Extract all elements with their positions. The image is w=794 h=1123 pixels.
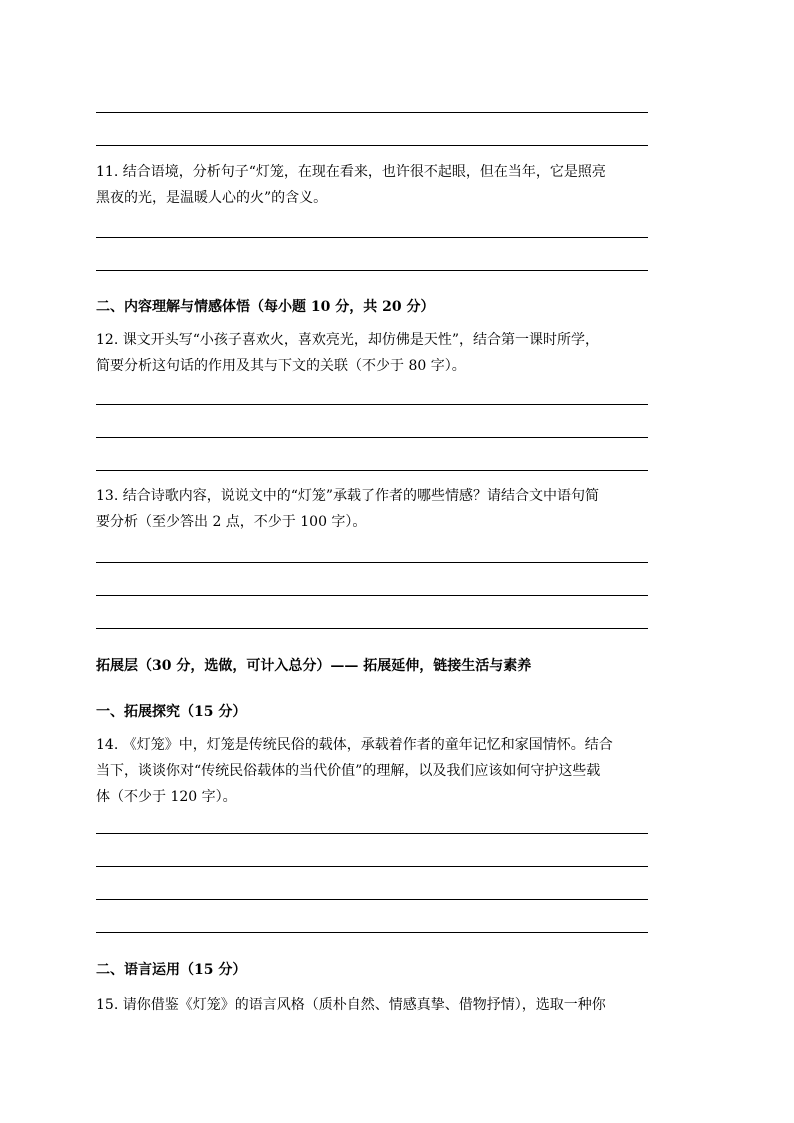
answer-line[interactable] [96, 932, 648, 933]
answer-line[interactable] [96, 470, 648, 471]
answer-line[interactable] [96, 237, 648, 238]
answer-line[interactable] [96, 562, 648, 563]
section-heading-language-use: 二、语言运用（15 分） [96, 962, 247, 978]
section-heading-extension-inquiry: 一、拓展探究（15 分） [96, 704, 247, 720]
question-14-text-line-2: 当下，谈谈你对“传统民俗载体的当代价值”的理解，以及我们应该如何守护这些载 [96, 763, 601, 779]
answer-line[interactable] [96, 145, 648, 146]
answer-line[interactable] [96, 270, 648, 271]
question-13-text-line-2: 要分析（至少答出 2 点，不少于 100 字）。 [96, 514, 367, 530]
answer-line[interactable] [96, 628, 648, 629]
extension-layer-heading: 拓展层（30 分，选做，可计入总分）—— 拓展延伸，链接生活与素养 [96, 658, 532, 674]
answer-line[interactable] [96, 595, 648, 596]
answer-line[interactable] [96, 899, 648, 900]
question-13-text-line-1: 13. 结合诗歌内容，说说文中的“灯笼”承载了作者的哪些情感？请结合文中语句简 [96, 488, 600, 504]
question-14-text-line-1: 14. 《灯笼》中，灯笼是传统民俗的载体，承载着作者的童年记忆和家国情怀。结合 [96, 737, 613, 753]
answer-line[interactable] [96, 437, 648, 438]
question-11-text-line-1: 11. 结合语境，分析句子“灯笼，在现在看来，也许很不起眼，但在当年，它是照亮 [96, 164, 606, 180]
question-14-text-line-3: 体（不少于 120 字）。 [96, 789, 237, 805]
answer-line[interactable] [96, 833, 648, 834]
question-12-text-line-2: 简要分析这句话的作用及其与下文的关联（不少于 80 字）。 [96, 358, 466, 374]
answer-line[interactable] [96, 112, 648, 113]
answer-line[interactable] [96, 404, 648, 405]
answer-line[interactable] [96, 866, 648, 867]
question-11-text-line-2: 黑夜的光，是温暖人心的火”的含义。 [96, 190, 328, 206]
question-15-text-line-1: 15. 请你借鉴《灯笼》的语言风格（质朴自然、情感真挚、借物抒情），选取一种你 [96, 997, 606, 1013]
section-heading-content-understanding: 二、内容理解与情感体悟（每小题 10 分，共 20 分） [96, 299, 435, 315]
question-12-text-line-1: 12. 课文开头写“小孩子喜欢火，喜欢亮光，却仿佛是天性”，结合第一课时所学， [96, 332, 600, 348]
